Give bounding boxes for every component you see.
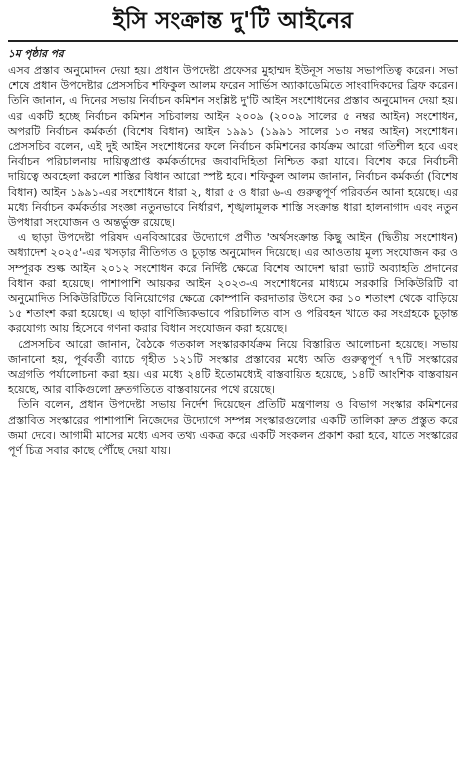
paragraph: প্রেসসচিব আরো জানান, বৈঠকে গতকাল সংস্কারকার্যক্রম নিয়ে বিস্তারিত আলোচনা হয়েছে। সভায় জানানো হয়, পূর্ববর্তী ব্যাচে গৃহীত ১২১টি সংস্কার প্রস্তাবের মধ্যে অতি গুরুত্বপূর্ণ ৭৭টি সংস্কারের অগ্রগতি পর্যালোচনা করা হয়। এর মধ্যে ২৪টি ইতোমধ্যেই বাস্তবায়িত হয়েছে, ১৪টি আংশিক বাস্তবায়ন হয়েছে, আর বাকিগুলো দ্রুতগতিতে বাস্তবায়নের পথে রয়েছে। xyxy=(8,337,458,397)
continued-from-label: ১ম পৃষ্ঠার পর xyxy=(8,48,64,60)
paragraph: এসব প্রস্তাব অনুমোদন দেয়া হয়। প্রধান উপদেষ্টা প্রফেসর মুহাম্মদ ইউনূস সভায় সভাপতিত্ব করেন। সভা শেষে প্রধান উপদেষ্টার প্রেসসচিব শফিকুল আলম ফরেন সার্ভিস অ্যাকাডেমিতে সাংবাদিকদের ব্রিফ করেন। তিনি জানান, এ দিনের সভায় নির্বাচন কমিশন সংশ্লিষ্ট দু'টি আইন সংশোধনের প্রস্তাব অনুমোদন দেয়া হয়। এর একটি হচ্ছে নির্বাচন কমিশন সচিবালয় আইন ২০০৯ (২০০৯ সালের ৫ নম্বর আইন) সংশোধন, অপরটি নির্বাচন কর্মকর্তা (বিশেষ বিধান) আইন ১৯৯১ (১৯৯১ সালের ১৩ নম্বর আইন) সংশোধন। প্রেসসচিব বলেন, এই দুই আইন সংশোধনের ফলে নির্বাচন কমিশনের কার্যক্রম আরো গতিশীল হবে এবং নির্বাচন পরিচালনায় দায়িত্বপ্রাপ্ত কর্মকর্তাদের জবাবদিহিতা নিশ্চিত করা যাবে। বিশেষ করে নির্বাচনী দায়িত্বে অবহেলা করলে শাস্তির বিধান আরো স্পষ্ট হবে। শফিকুল আলম জানান, নির্বাচন কর্মকর্তা (বিশেষ বিধান) আইন ১৯৯১-এর সংশোধনে ধারা ২, ধারা ৫ ও ধারা ৬-এ গুরুত্বপূর্ণ পরিবর্তন আনা হয়েছে। এর মধ্যে নির্বাচন কর্মকর্তার সংজ্ঞা নতুনভাবে নির্ধারণ, শৃঙ্খলামূলক শাস্তি সংক্রান্ত ধারা হালনাগাদ এবং নতুন উপধারা সংযোজন ও অন্তর্ভুক্ত রয়েছে। xyxy=(8,64,458,230)
headline: ইসি সংক্রান্ত দু'টি আইনের xyxy=(112,8,354,34)
paragraph: এ ছাড়া উপদেষ্টা পরিষদ এনবিআরের উদ্যোগে প্রণীত 'অর্থসংক্রান্ত কিছু আইন (দ্বিতীয় সংশোধন) অধ্যাদেশ ২০২৫'-এর খসড়ার নীতিগত ও চূড়ান্ত অনুমোদন দিয়েছে। এর আওতায় মূল্য সংযোজন কর ও সম্পূরক শুল্ক আইন ২০১২ সংশোধন করে নির্দিষ্ট ক্ষেত্রে বিশেষ আদেশ দ্বারা ভ্যাট অব্যাহতি প্রদানের বিধান করা হয়েছে। পাশাপাশি আয়কর আইন ২০২৩-এ সংশোধনের মাধ্যমে সরকারি সিকিউরিটি বা অনুমোদিত সিকিউরিটিতে বিনিয়োগের ক্ষেত্রে কোম্পানি করদাতার উৎসে কর ১০ শতাংশ থেকে বাড়িয়ে ১৫ শতাংশ করা হয়েছে। এ ছাড়া বাণিজ্যিকভাবে পরিচালিত বাস ও পরিবহন খাতে কর সংগ্রহকে চূড়ান্ত করযোগ্য আয় হিসেবে গণনা করার বিধান সংযোজন করা হয়েছে। xyxy=(8,231,458,336)
paragraph: তিনি বলেন, প্রধান উপদেষ্টা সভায় নির্দেশ দিয়েছেন প্রতিটি মন্ত্রণালয় ও বিভাগ সংস্কার কমিশনের প্রস্তাবিত সংস্কারের পাশাপাশি নিজেদের উদ্যোগে সম্পন্ন সংস্কারগুলোর একটি তালিকা দ্রুত প্রস্তুত করে জমা দেবে। আগামী মাসের মধ্যে এসব তথ্য একত্র করে একটি সংকলন প্রকাশ করা হবে, যাতে সংস্কারের পূর্ণ চিত্র সবার কাছে পৌঁছে দেয়া যায়। xyxy=(8,398,458,458)
headline-rule xyxy=(8,40,458,42)
